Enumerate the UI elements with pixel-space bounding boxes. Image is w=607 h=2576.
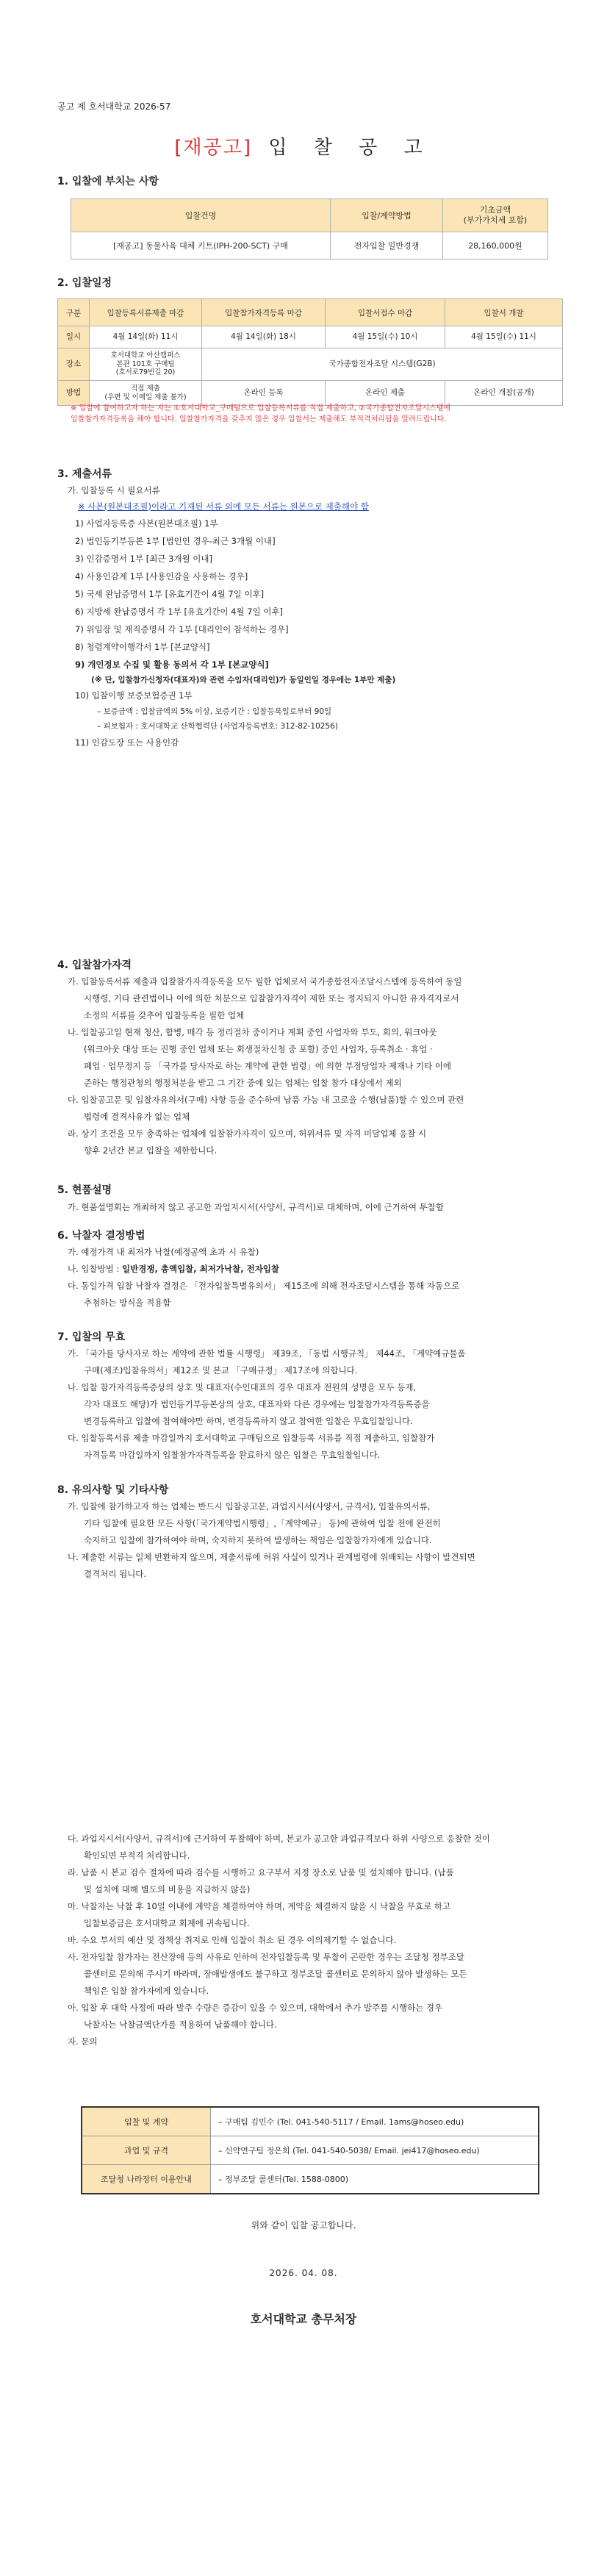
col-price [443,199,548,232]
section-6-body [68,1244,560,1312]
s8-sa-1: 사. 전자입찰 참가자는 전산장애 등의 사유로 인하여 전자입찰등록 및 투찰이 곤란한 경우는 조달청 정부조달 [68,1952,464,1962]
s8-ja: 자. 문의 [68,2036,98,2047]
s8-da-1: 다. 과업지시서(사양서, 규격서)에 근거하여 투찰해야 하며, 본교가 공고한 과업규격보다 하위 사양으로 응찰한 것이 [68,1833,490,1844]
s4-na-2: (워크아웃 대상 또는 진행 중인 업체 또는 회생절차신청 중 포함) 중인 사업자, 등록취소 · 휴업 · [84,1044,433,1054]
contact-label-2: 과업 및 규격 [82,2136,211,2165]
s3-item-5: 5) 국세 완납증명서 1부 [유효기간이 4월 7일 이후] [75,589,265,599]
schedule-table [57,298,563,406]
sched-date-1: 4월 14일(화) 11시 [90,326,202,348]
section-3-body [68,482,560,751]
section-1-heading: 1. 입찰에 부치는 사항 [57,176,159,187]
section-7-body [68,1345,560,1464]
sched-place-label: 장소 [58,348,90,381]
contact-value-1: – 구매팀 김민수 (Tel. 041-540-5117 / Email. 1ams@hoseo.edu) [211,2107,539,2136]
bid-method: 전자입찰 일반경쟁 [331,232,443,260]
sched-method-open: 온라인 개찰(공개) [445,381,563,406]
bid-price: 28,160,000원 [443,232,548,260]
s8-na-2: 결격처리 됩니다. [84,1569,147,1579]
s8-ga-1: 가. 입찰에 참가하고자 하는 업체는 반드시 입찰공고문, 과업지시서(사양서, 규격서), 입찰유의서류, [68,1501,431,1511]
s8-ma-1: 마. 낙찰자는 낙찰 후 10일 이내에 계약을 체결하여야 하며, 계약을 체결하지 않을 시 낙찰을 무효로 하고 [68,1901,451,1911]
bid-item-table [71,198,548,260]
sched-method-submit: 온라인 제출 [326,381,445,406]
s3-note: ※ 사본(원본대조필)이라고 기재된 서류 외에 모든 서류는 원본으로 제출해야 함 [78,501,369,512]
issuer: 호서대학교 총무처장 [250,2312,357,2326]
s6-da-1: 다. 동일가격 입찰 낙찰자 결정은 「전자입찰특별유의서」 제15조에 의해 전자조달시스템을 통해 자동으로 [68,1281,460,1291]
bid-name: [재공고] 동물사육 대체 키트(IPH-200-SCT) 구매 [71,232,331,260]
sched-place-g2b: 국가종합전자조달 시스템(G2B) [202,348,563,381]
sched-head-1: 입찰등록서류제출 마감 [90,299,202,326]
s3-item-11: 11) 인감도장 또는 사용인감 [75,737,179,748]
s4-da-1: 다. 입찰공고문 및 입찰자유의서(구매) 사항 등을 준수하여 납품 가능 내 고로을 수행(납품)할 수 있으며 관련 [68,1095,464,1105]
sched-date-3: 4월 15일(수) 10시 [326,326,445,348]
sched-method-register: 온라인 등록 [202,381,326,406]
s3-item-10: 10) 입찰이행 보증보험증권 1부 [75,690,193,701]
s8-ra-2: 및 설치에 대해 별도의 비용을 지급하지 않음) [84,1884,251,1895]
s3-item-10-a: – 보증금액 : 입찰금액의 5% 이상, 보증기간 : 입찰등록일로부터 90일 [97,707,332,716]
s3-item-3: 3) 인감증명서 1부 [최근 3개월 이내] [75,554,212,564]
method-line-2: (우편 및 이메일 제출 불가) [104,393,187,401]
section-8-body-a [68,1498,560,1583]
section-8-heading: 8. 유의사항 및 기타사항 [57,1484,169,1496]
warning-line-1: ※ 입찰에 참여하고자 하는 자는 ①호서대학교_구매팀으로 입찰등록서류를 직접 제출하고, ②국가종합전자조달시스템에 [71,404,451,412]
s7-na-1: 나. 입찰 참가자격등록증상의 상호 및 대표자(수인대표의 경우 대표자 전원의 성명을 모두 등재, [68,1382,417,1392]
s6-na-lead: 나. 입찰방법 : [68,1264,123,1274]
section-2-heading: 2. 입찰일정 [57,277,112,289]
s7-da-2: 자격등록 마감일까지 입찰참가자격등록을 완료하지 않은 입찰은 무효입찰입니다. [84,1450,381,1460]
s8-ga-3: 숙지하고 입찰에 참가하여야 하며, 숙지하지 못하여 발생하는 책임은 입찰참가자에게 있습니다. [84,1535,432,1545]
section-6-heading: 6. 낙찰자 결정방법 [57,1230,146,1242]
s4-ra-1: 라. 상기 조건을 모두 충족하는 업체에 입찰참가자격이 있으며, 허위서류 및 자격 미달업체 응찰 시 [68,1128,427,1139]
section-8-body-b [68,1831,560,2050]
contact-table [81,2106,539,2194]
notice-number: 공고 제 호서대학교 2026-57 [57,101,171,112]
warning-line-2: 입찰참가자격등록을 해야 합니다. 입찰참가자격을 갖추지 않은 경우 입찰서는 제출해도 부적격처리됨을 알려드립니다. [71,415,447,423]
s6-na [68,1261,560,1278]
s3-item-list [68,515,560,751]
s3-item-10-b: – 피보험자 : 호서대학교 산학협력단 (사업자등록번호: 312-82-10256) [97,722,338,731]
s7-da-1: 다. 입찰등록서류 제출 마감일까지 호서대학교 구매팀으로 입찰등록 서류를 직접 제출하고, 입찰참가 [68,1433,435,1443]
sched-head-0: 구분 [58,299,90,326]
section-4-heading: 4. 입찰참가자격 [57,959,132,971]
sched-date-2: 4월 14일(화) 18시 [202,326,326,348]
schedule-warning [71,403,556,425]
sched-method-direct [90,381,202,406]
section-7-heading: 7. 입찰의 무효 [57,1331,126,1343]
s3-item-6: 6) 지방세 완납증명서 각 1부 [유효기간이 4월 7일 이후] [75,607,284,617]
s7-ga-2: 구매(제조)입찰유의서」제12조 및 본교 「구매규정」 제17조에 의합니다. [84,1365,358,1375]
contact-label-3: 조달청 나라장터 이용안내 [82,2165,211,2194]
sched-place-office [90,348,202,381]
contact-value-2: – 신약연구팀 정은희 (Tel. 041-540-5038/ Email. jei417@hoseo.edu) [211,2136,539,2165]
s4-ra-2: 향후 2년간 본교 입찰을 제한합니다. [84,1145,218,1156]
col-method: 입찰/계약방법 [331,199,443,232]
s7-na-2: 각자 대표도 해당)가 법인등기부등본상의 상호, 대표자와 다른 경우에는 입찰참가자격등록증을 [84,1399,430,1409]
place-line-1: 호서대학교 아산캠퍼스 [110,351,181,359]
s8-ga-2: 기타 입찰에 필요한 모든 사항(「국가계약법시행령」,「계약예규」 등)에 관하여 입찰 전에 완전히 [84,1518,441,1528]
section-5-heading: 5. 현품설명 [57,1184,112,1196]
s8-ra-1: 라. 납품 시 본교 검수 절차에 따라 검수를 시행하고 요구부서 지정 장소로 납품 및 설치해야 합니다. (납품 [68,1867,454,1878]
page-title [0,132,607,160]
s3-item-9: 9) 개인정보 수집 및 활용 동의서 각 1부 [본교양식] [75,659,269,670]
contact-label-1: 입찰 및 계약 [82,2107,211,2136]
sched-head-2: 입찰참가자격등록 마감 [202,299,326,326]
s7-ga-1: 가. 「국가를 당사자로 하는 계약에 관한 법률 시행령」 제39조, 「동법 시행규칙」 제44조, 「계약예규물품 [68,1348,466,1359]
s8-na-1: 나. 제출한 서류는 일체 반환하지 않으며, 제출서류에 허위 사실이 있거나 관계법령에 위배되는 사항이 발견되면 [68,1552,475,1562]
s3-item-1: 1) 사업자등록증 사본(원본대조필) 1부 [75,518,218,529]
s8-ba: 바. 수요 부서의 예산 및 정책상 취지로 인해 입찰이 취소 된 경우 이의제기할 수 없습니다. [68,1935,397,1945]
s8-da-2: 확인되면 부적격 처리합니다. [84,1850,190,1861]
contact-value-3: – 정부조달 콜센터(Tel. 1588-0800) [211,2165,539,2194]
title-text: 입 찰 공 고 [268,137,433,159]
s8-a-1: 아. 입찰 후 대학 사정에 따라 발주 수량은 증감이 있을 수 있으며, 대학에서 추가 발주를 시행하는 경우 [68,2003,443,2013]
col-price-sub: (부가가치세 포함) [463,215,528,225]
sched-date-label: 일시 [58,326,90,348]
s3-item-4: 4) 사용인감계 1부 [사용인감을 사용하는 경우] [75,571,248,582]
sched-method-label: 방법 [58,381,90,406]
section-4-body [68,973,560,1159]
s5-ga: 가. 현품설명회는 개최하지 않고 공고한 과업지시서(사양서, 규격서)로 대체하며, 이에 근거하여 투찰함 [68,1202,444,1212]
s8-ma-2: 입찰보증금은 호서대학교 회계에 귀속됩니다. [84,1918,250,1928]
s4-na-1: 나. 입찰공고일 현재 청산, 합병, 매각 등 정리절차 중이거나 계획 중인 사업자와 부도, 회의, 워크아웃 [68,1027,437,1037]
s4-na-4: 준하는 행정관청의 행정처분을 받고 그 기간 중에 있는 업체는 입찰 참가 대상에서 제외 [84,1078,402,1088]
s4-ga-2: 시행령, 기타 관련법이나 이에 의한 처분으로 입찰참가자격이 제한 또는 정지되지 아니한 유자격자로서 [84,993,459,1003]
closing-line: 위와 같이 입찰 공고합니다. [251,2220,356,2230]
s6-da-2: 추첨하는 방식을 적용함 [84,1298,171,1308]
place-line-2: 본관 101호 구매팀 [116,359,175,368]
method-line-1: 직접 제출 [131,384,160,393]
sched-head-4: 입찰서 개찰 [445,299,563,326]
s3-ga: 가. 입찰등록 시 필요서류 [68,485,160,495]
s7-na-3: 변경등록하고 입찰에 참여해야만 하며, 변경등록하지 않고 참여한 입찰은 무효입찰입니다. [84,1416,413,1426]
notice-date: 2026. 04. 08. [269,2268,338,2278]
s3-item-7: 7) 위임장 및 재직증명서 각 1부 [대리인이 참석하는 경우] [75,624,289,634]
s6-ga: 가. 예정가격 내 최저가 낙찰(예정공액 초과 시 유찰) [68,1247,259,1257]
col-name: 입찰건명 [71,199,331,232]
s4-ga-3: 소정의 서류를 갖추어 입찰등록을 필한 업체 [84,1010,245,1020]
s8-a-2: 낙찰자는 낙찰금액단가를 적용하여 납품해야 합니다. [84,2019,277,2030]
s8-sa-3: 책임은 입찰 참가자에게 있습니다. [84,1986,209,1996]
title-tag: [재공고] [174,137,253,159]
place-line-3: (호서로79번길 20) [115,368,176,377]
s3-item-9-note: (※ 단, 입찰참가신청자(대표자)와 관련 수임자(대리인)가 동일인일 경우에는 1부만 제출) [91,676,396,684]
s4-na-3: 폐업 · 업무정지 등 「국가를 당사자로 하는 계약에 관한 법령」에 의한 부정당업자 제재나 기타 이에 [84,1061,451,1071]
s4-ga-1: 가. 입찰등록서류 제출과 입찰참가자격등록을 모두 필한 업체로서 국가종합전자조달시스템에 등록하여 동일 [68,976,462,987]
s8-sa-2: 콜센터로 문의해 주시기 바라며, 장애발생에도 불구하고 정부조달 콜센터로 문의하지 않아 발생하는 모든 [84,1969,467,1979]
s3-item-8: 8) 청렴계약이행각서 1부 [본교양식] [75,642,210,652]
sched-head-3: 입찰서접수 마감 [326,299,445,326]
section-3-heading: 3. 제출서류 [57,468,112,480]
s3-item-2: 2) 법인등기부등본 1부 [법인인 경우-최근 3개월 이내] [75,536,276,546]
sched-date-4: 4월 15일(수) 11시 [445,326,563,348]
s6-na-bold: 일반경쟁, 총액입찰, 최저가낙찰, 전자입찰 [122,1264,280,1274]
s4-da-2: 법령에 결격사유가 없는 업체 [84,1112,190,1122]
col-price-label: 기초금액 [479,205,511,215]
